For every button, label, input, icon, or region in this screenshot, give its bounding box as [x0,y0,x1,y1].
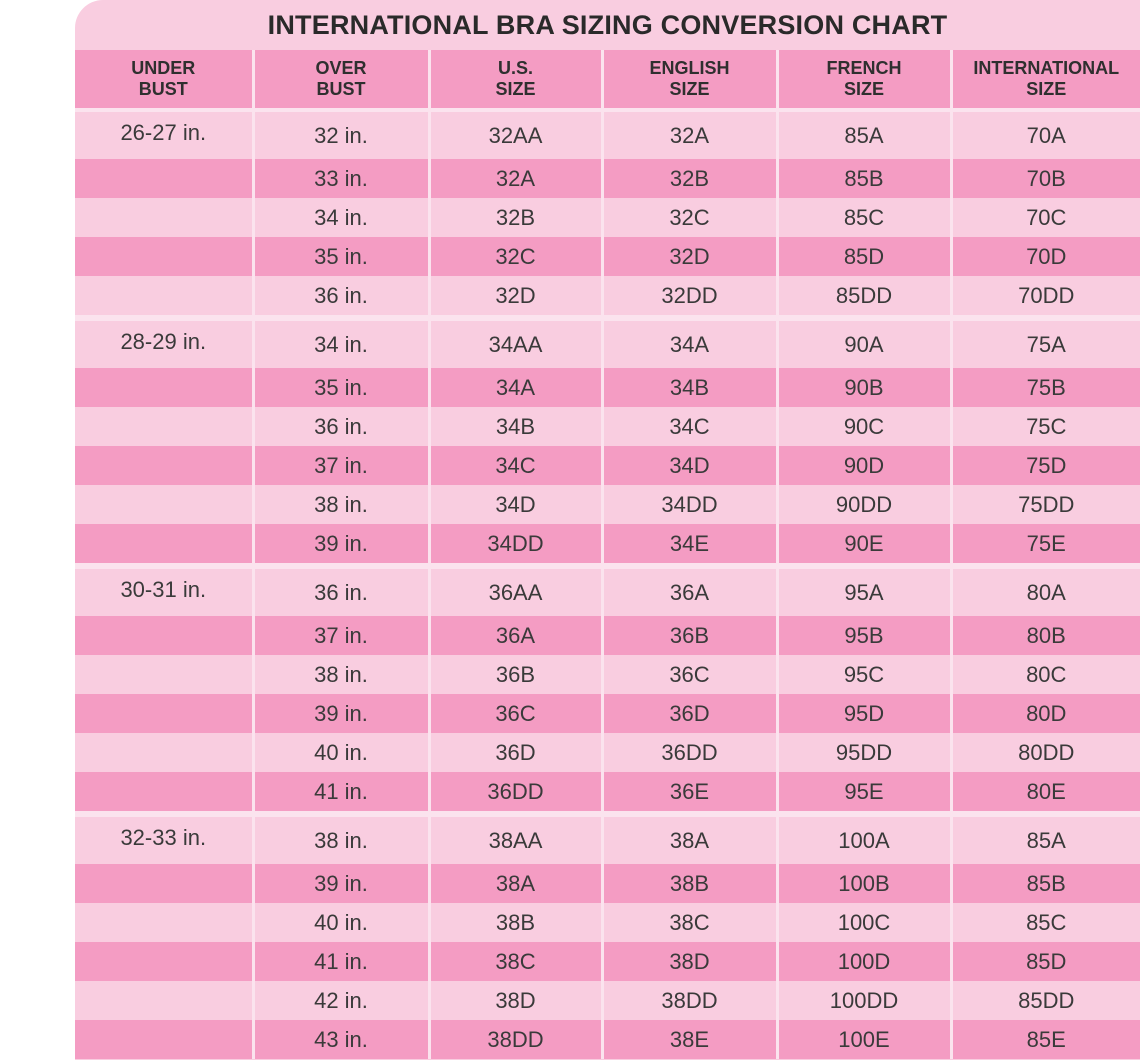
table-header-row [75,50,1140,110]
french-size-cell: 95A [777,566,951,616]
table-row [75,446,1140,485]
english-size-cell: 32B [602,159,777,198]
table-row [75,198,1140,237]
table-row [75,1020,1140,1059]
over-bust-cell: 36 in. [253,407,429,446]
under-bust-cell [75,368,253,407]
french-size-cell: 85D [777,237,951,276]
international-size-cell: 75DD [951,485,1140,524]
chart-title: INTERNATIONAL BRA SIZING CONVERSION CHART [267,10,948,40]
us-size-cell: 38D [429,981,602,1020]
over-bust-cell: 39 in. [253,864,429,903]
english-size-cell: 34B [602,368,777,407]
french-size-cell: 85B [777,159,951,198]
english-size-cell: 32C [602,198,777,237]
over-bust-cell: 36 in. [253,276,429,318]
under-bust-cell [75,446,253,485]
us-size-cell: 34DD [429,524,602,566]
us-size-cell: 32B [429,198,602,237]
international-size-cell: 70D [951,237,1140,276]
us-size-cell: 34D [429,485,602,524]
over-bust-cell: 38 in. [253,485,429,524]
us-size-cell: 36D [429,733,602,772]
us-size-cell: 36A [429,616,602,655]
international-size-cell: 75D [951,446,1140,485]
table-row [75,368,1140,407]
table-row [75,772,1140,814]
french-size-cell: 90E [777,524,951,566]
over-bust-cell: 40 in. [253,903,429,942]
table-row [75,733,1140,772]
over-bust-cell: 41 in. [253,772,429,814]
over-bust-cell: 35 in. [253,368,429,407]
us-size-cell: 32A [429,159,602,198]
international-size-cell: 80E [951,772,1140,814]
us-size-cell: 38A [429,864,602,903]
french-size-cell: 100DD [777,981,951,1020]
international-size-cell: 75E [951,524,1140,566]
english-size-cell: 36E [602,772,777,814]
english-size-cell: 34C [602,407,777,446]
english-size-cell: 38B [602,864,777,903]
header-under-bust: UNDER BUST [75,50,253,110]
table-row [75,318,1140,368]
international-size-cell: 80D [951,694,1140,733]
french-size-cell: 100C [777,903,951,942]
table-row [75,407,1140,446]
table-row [75,110,1140,159]
international-size-cell: 70C [951,198,1140,237]
french-size-cell: 95E [777,772,951,814]
under-bust-cell: 30-31 in. [75,566,253,616]
under-bust-cell [75,655,253,694]
us-size-cell: 36AA [429,566,602,616]
french-size-cell: 90DD [777,485,951,524]
table-row [75,485,1140,524]
under-bust-cell [75,942,253,981]
over-bust-cell: 33 in. [253,159,429,198]
english-size-cell: 36D [602,694,777,733]
under-bust-cell [75,772,253,814]
over-bust-cell: 38 in. [253,655,429,694]
us-size-cell: 38C [429,942,602,981]
header-us-size: U.S. SIZE [429,50,602,110]
over-bust-cell: 42 in. [253,981,429,1020]
english-size-cell: 38D [602,942,777,981]
under-bust-cell [75,485,253,524]
over-bust-cell: 43 in. [253,1020,429,1059]
table-row [75,276,1140,318]
table-row [75,903,1140,942]
over-bust-cell: 35 in. [253,237,429,276]
table-row [75,655,1140,694]
table-body [75,110,1140,1059]
us-size-cell: 34B [429,407,602,446]
english-size-cell: 38C [602,903,777,942]
english-size-cell: 32D [602,237,777,276]
international-size-cell: 85B [951,864,1140,903]
international-size-cell: 75B [951,368,1140,407]
us-size-cell: 32AA [429,110,602,159]
over-bust-cell: 37 in. [253,446,429,485]
under-bust-cell [75,981,253,1020]
over-bust-cell: 40 in. [253,733,429,772]
french-size-cell: 100D [777,942,951,981]
table-row [75,237,1140,276]
french-size-cell: 100E [777,1020,951,1059]
us-size-cell: 38B [429,903,602,942]
us-size-cell: 34C [429,446,602,485]
english-size-cell: 36A [602,566,777,616]
under-bust-cell: 32-33 in. [75,814,253,864]
international-size-cell: 70DD [951,276,1140,318]
size-chart [75,0,1140,1060]
header-international-size: INTERNATIONAL SIZE [951,50,1140,110]
over-bust-cell: 34 in. [253,318,429,368]
table-row [75,159,1140,198]
over-bust-cell: 36 in. [253,566,429,616]
table-row [75,814,1140,864]
us-size-cell: 32C [429,237,602,276]
us-size-cell: 36C [429,694,602,733]
english-size-cell: 34DD [602,485,777,524]
under-bust-cell [75,903,253,942]
international-size-cell: 85C [951,903,1140,942]
table-row [75,616,1140,655]
french-size-cell: 95B [777,616,951,655]
us-size-cell: 34A [429,368,602,407]
international-size-cell: 70B [951,159,1140,198]
over-bust-cell: 41 in. [253,942,429,981]
french-size-cell: 90B [777,368,951,407]
french-size-cell: 100A [777,814,951,864]
us-size-cell: 36DD [429,772,602,814]
size-table [75,50,1140,1059]
over-bust-cell: 38 in. [253,814,429,864]
french-size-cell: 90A [777,318,951,368]
english-size-cell: 38E [602,1020,777,1059]
over-bust-cell: 39 in. [253,524,429,566]
us-size-cell: 32D [429,276,602,318]
english-size-cell: 34A [602,318,777,368]
table-row [75,566,1140,616]
international-size-cell: 75C [951,407,1140,446]
under-bust-cell: 28-29 in. [75,318,253,368]
under-bust-cell [75,616,253,655]
header-english-size: ENGLISH SIZE [602,50,777,110]
under-bust-cell [75,159,253,198]
under-bust-cell [75,407,253,446]
over-bust-cell: 37 in. [253,616,429,655]
under-bust-cell [75,1020,253,1059]
english-size-cell: 34D [602,446,777,485]
table-row [75,864,1140,903]
over-bust-cell: 32 in. [253,110,429,159]
table-row [75,694,1140,733]
us-size-cell: 36B [429,655,602,694]
us-size-cell: 34AA [429,318,602,368]
under-bust-cell [75,237,253,276]
over-bust-cell: 34 in. [253,198,429,237]
international-size-cell: 80DD [951,733,1140,772]
french-size-cell: 90D [777,446,951,485]
table-row [75,524,1140,566]
international-size-cell: 80B [951,616,1140,655]
international-size-cell: 85DD [951,981,1140,1020]
under-bust-cell [75,198,253,237]
under-bust-cell [75,524,253,566]
international-size-cell: 75A [951,318,1140,368]
international-size-cell: 80C [951,655,1140,694]
under-bust-cell [75,276,253,318]
french-size-cell: 85C [777,198,951,237]
english-size-cell: 36DD [602,733,777,772]
us-size-cell: 38DD [429,1020,602,1059]
us-size-cell: 38AA [429,814,602,864]
international-size-cell: 70A [951,110,1140,159]
french-size-cell: 100B [777,864,951,903]
header-french-size: FRENCH SIZE [777,50,951,110]
over-bust-cell: 39 in. [253,694,429,733]
english-size-cell: 36C [602,655,777,694]
under-bust-cell [75,694,253,733]
french-size-cell: 85A [777,110,951,159]
english-size-cell: 32DD [602,276,777,318]
under-bust-cell: 26-27 in. [75,110,253,159]
table-row [75,942,1140,981]
under-bust-cell [75,733,253,772]
english-size-cell: 38DD [602,981,777,1020]
french-size-cell: 95D [777,694,951,733]
international-size-cell: 85D [951,942,1140,981]
english-size-cell: 34E [602,524,777,566]
header-over-bust: OVER BUST [253,50,429,110]
french-size-cell: 90C [777,407,951,446]
french-size-cell: 85DD [777,276,951,318]
international-size-cell: 85A [951,814,1140,864]
under-bust-cell [75,864,253,903]
table-row [75,981,1140,1020]
international-size-cell: 85E [951,1020,1140,1059]
english-size-cell: 38A [602,814,777,864]
french-size-cell: 95C [777,655,951,694]
english-size-cell: 32A [602,110,777,159]
international-size-cell: 80A [951,566,1140,616]
french-size-cell: 95DD [777,733,951,772]
english-size-cell: 36B [602,616,777,655]
